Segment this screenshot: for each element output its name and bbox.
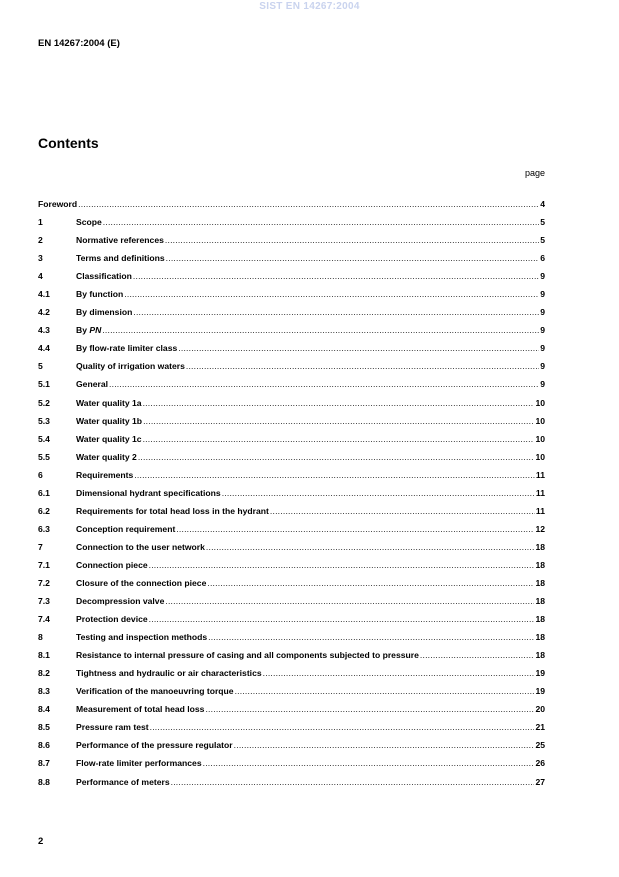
toc-entry-page: 9: [540, 343, 545, 354]
toc-entry-number: 6.2: [38, 505, 50, 516]
toc-dot-leader: [102, 325, 539, 335]
toc-entry-title: Tightness and hydraulic or air characteristics: [76, 668, 262, 679]
toc-entry-page: 26: [535, 758, 545, 769]
toc-entry-title: Requirements: [76, 469, 134, 480]
toc-entry-title: Water quality 1b: [76, 415, 143, 426]
toc-entry[interactable]: [38, 253, 545, 271]
toc-entry-number: 8.7: [38, 758, 50, 769]
toc-entry-title: Flow-rate limiter performances: [76, 758, 202, 769]
toc-entry-number: 2: [38, 235, 43, 246]
toc-dot-leader: [222, 488, 535, 498]
toc-dot-leader: [234, 740, 535, 750]
toc-entry-number: 5.2: [38, 397, 50, 408]
toc-entry-page: 6: [540, 253, 545, 264]
toc-entry-page: 18: [535, 559, 545, 570]
toc-entry-number: 5.4: [38, 433, 50, 444]
toc-entry-page: 5: [540, 235, 545, 246]
toc-entry-page: 18: [535, 596, 545, 607]
toc-entry-title: Measurement of total head loss: [76, 704, 205, 715]
toc-entry-title: Terms and definitions: [76, 253, 165, 264]
toc-entry-number: 4.1: [38, 289, 50, 300]
toc-entry-number: 8.1: [38, 650, 50, 661]
toc-entry-page: 21: [535, 722, 545, 733]
toc-entry-title: Testing and inspection methods: [76, 632, 208, 643]
toc-entry-number: 8.3: [38, 686, 50, 697]
toc-dot-leader: [166, 253, 540, 263]
toc-dot-leader: [263, 668, 535, 678]
toc-entry[interactable]: [38, 704, 545, 722]
toc-entry-number: 5.1: [38, 379, 50, 390]
toc-entry-title: Scope: [76, 217, 102, 228]
toc-dot-leader: [133, 307, 539, 317]
toc-entry[interactable]: [38, 289, 545, 307]
toc-entry[interactable]: [38, 199, 545, 217]
document-id: EN 14267:2004 (E): [38, 38, 120, 49]
toc-entry-page: 10: [535, 397, 545, 408]
toc-entry-number: 1: [38, 217, 43, 228]
toc-entry-title: By dimension: [76, 307, 133, 318]
table-of-contents: [38, 199, 545, 795]
toc-entry-page: 19: [535, 668, 545, 679]
toc-entry-number: 6.3: [38, 523, 50, 534]
toc-entry-number: 4.3: [38, 325, 50, 336]
toc-entry-page: 9: [540, 325, 545, 336]
toc-entry-page: 18: [535, 614, 545, 625]
toc-entry-title: Connection piece: [76, 559, 148, 570]
toc-entry-title: Resistance to internal pressure of casing and all components subjected to pressure: [76, 650, 419, 661]
toc-dot-leader: [206, 542, 535, 552]
toc-dot-leader: [103, 217, 539, 227]
toc-entry-page: 5: [540, 217, 545, 228]
toc-entry-page: 9: [540, 379, 545, 390]
toc-entry-page: 10: [535, 433, 545, 444]
toc-entry-page: 10: [535, 451, 545, 462]
toc-entry-title: Water quality 1a: [76, 397, 142, 408]
toc-entry-title: Protection device: [76, 614, 148, 625]
toc-entry-page: 18: [535, 632, 545, 643]
toc-entry-number: 7.1: [38, 559, 50, 570]
toc-entry[interactable]: [38, 379, 545, 397]
toc-dot-leader: [78, 199, 539, 209]
page-column-label: page: [524, 168, 545, 178]
toc-dot-leader: [149, 560, 535, 570]
toc-entry-title: Decompression valve: [76, 596, 165, 607]
toc-entry[interactable]: [38, 614, 545, 632]
toc-entry[interactable]: [38, 361, 545, 379]
toc-entry[interactable]: [38, 434, 545, 452]
toc-entry-number: 8.8: [38, 776, 50, 787]
contents-heading: Contents: [38, 135, 99, 151]
toc-entry-page: 18: [535, 650, 545, 661]
toc-entry-title: Verification of the manoeuvring torque: [76, 686, 234, 697]
toc-entry-number: 4: [38, 271, 43, 282]
toc-dot-leader: [143, 398, 535, 408]
toc-entry[interactable]: [38, 325, 545, 343]
toc-entry-title: By function: [76, 289, 124, 300]
toc-entry[interactable]: [38, 632, 545, 650]
toc-entry-title: Conception requirement: [76, 523, 176, 534]
toc-entry-title: Pressure ram test: [76, 722, 149, 733]
toc-entry-number: 3: [38, 253, 43, 264]
toc-entry-page: 11: [535, 487, 545, 498]
toc-entry-page: 10: [535, 415, 545, 426]
toc-entry-page: 19: [535, 686, 545, 697]
toc-entry[interactable]: [38, 235, 545, 253]
toc-entry-page: 9: [540, 361, 545, 372]
toc-entry-page: 9: [540, 271, 545, 282]
toc-entry-number: 8.6: [38, 740, 50, 751]
toc-entry[interactable]: [38, 560, 545, 578]
toc-dot-leader: [134, 470, 535, 480]
toc-entry[interactable]: [38, 524, 545, 542]
toc-entry-title: Dimensional hydrant specifications: [76, 487, 221, 498]
toc-entry[interactable]: [38, 343, 545, 361]
toc-dot-leader: [109, 379, 539, 389]
toc-entry[interactable]: [38, 777, 545, 795]
toc-dot-leader: [176, 524, 534, 534]
toc-entry-title: By flow-rate limiter class: [76, 343, 178, 354]
toc-entry[interactable]: [38, 488, 545, 506]
toc-entry-page: 9: [540, 307, 545, 318]
toc-dot-leader: [124, 289, 539, 299]
toc-entry[interactable]: [38, 452, 545, 470]
toc-entry-title: Connection to the user network: [76, 541, 205, 552]
toc-entry-title: General: [76, 379, 109, 390]
toc-dot-leader: [165, 235, 539, 245]
toc-entry-number: 4.4: [38, 343, 50, 354]
toc-entry[interactable]: [38, 506, 545, 524]
toc-entry-title: Requirements for total head loss in the hydrant: [76, 505, 269, 516]
toc-dot-leader: [133, 271, 539, 281]
toc-entry-title: Closure of the connection piece: [76, 577, 207, 588]
toc-dot-leader: [178, 343, 539, 353]
toc-entry-page: 18: [535, 577, 545, 588]
toc-dot-leader: [143, 434, 535, 444]
toc-entry[interactable]: [38, 758, 545, 776]
page-number: 2: [38, 836, 44, 847]
toc-entry-number: 8: [38, 632, 43, 643]
toc-entry[interactable]: [38, 470, 545, 488]
toc-entry[interactable]: [38, 650, 545, 668]
toc-entry[interactable]: [38, 542, 545, 560]
toc-entry[interactable]: [38, 722, 545, 740]
toc-entry-title: Performance of meters: [76, 776, 170, 787]
toc-entry-page: 12: [535, 523, 545, 534]
toc-entry-number: 8.2: [38, 668, 50, 679]
toc-entry-number: 5.3: [38, 415, 50, 426]
toc-entry-number: 7: [38, 541, 43, 552]
toc-dot-leader: [205, 704, 534, 714]
toc-dot-leader: [207, 578, 534, 588]
toc-entry-page: 18: [535, 541, 545, 552]
toc-dot-leader: [138, 452, 535, 462]
toc-entry-number: 7.3: [38, 596, 50, 607]
toc-entry-number: 6.1: [38, 487, 50, 498]
toc-dot-leader: [235, 686, 535, 696]
toc-entry-page: 25: [535, 740, 545, 751]
toc-entry-page: 4: [540, 199, 545, 209]
toc-dot-leader: [171, 777, 535, 787]
toc-dot-leader: [143, 416, 534, 426]
toc-entry-title: By PN: [76, 325, 102, 336]
toc-entry-title: Classification: [76, 271, 132, 282]
toc-entry-title: Water quality 1c: [76, 433, 142, 444]
toc-entry-number: 8.5: [38, 722, 50, 733]
toc-entry-title: Quality of irrigation waters: [76, 361, 185, 372]
toc-entry[interactable]: [38, 578, 545, 596]
toc-dot-leader: [208, 632, 534, 642]
toc-entry-title: Foreword: [38, 199, 78, 209]
toc-entry[interactable]: [38, 416, 545, 434]
toc-dot-leader: [203, 758, 535, 768]
toc-entry-number: 6: [38, 469, 43, 480]
toc-entry-page: 11: [535, 505, 545, 516]
watermark: SIST EN 14267:2004: [259, 1, 360, 12]
toc-entry[interactable]: [38, 217, 545, 235]
toc-entry[interactable]: [38, 398, 545, 416]
toc-dot-leader: [150, 722, 535, 732]
toc-entry-number: 5: [38, 361, 43, 372]
toc-entry-page: 20: [535, 704, 545, 715]
toc-entry[interactable]: [38, 596, 545, 614]
toc-entry-number: 5.5: [38, 451, 50, 462]
toc-entry-page: 11: [535, 469, 545, 480]
toc-entry-number: 7.2: [38, 577, 50, 588]
toc-entry[interactable]: [38, 740, 545, 758]
toc-dot-leader: [270, 506, 535, 516]
toc-entry-title: Normative references: [76, 235, 164, 246]
toc-entry-number: 7.4: [38, 614, 50, 625]
toc-entry[interactable]: [38, 668, 545, 686]
toc-dot-leader: [420, 650, 535, 660]
toc-dot-leader: [186, 361, 539, 371]
toc-entry-page: 27: [535, 776, 545, 787]
toc-dot-leader: [149, 614, 535, 624]
toc-entry-title: Performance of the pressure regulator: [76, 740, 233, 751]
toc-entry[interactable]: [38, 307, 545, 325]
toc-entry-page: 9: [540, 289, 545, 300]
toc-entry-number: 4.2: [38, 307, 50, 318]
toc-entry[interactable]: [38, 686, 545, 704]
toc-entry[interactable]: [38, 271, 545, 289]
toc-entry-title: Water quality 2: [76, 451, 137, 462]
toc-entry-number: 8.4: [38, 704, 50, 715]
toc-dot-leader: [165, 596, 534, 606]
